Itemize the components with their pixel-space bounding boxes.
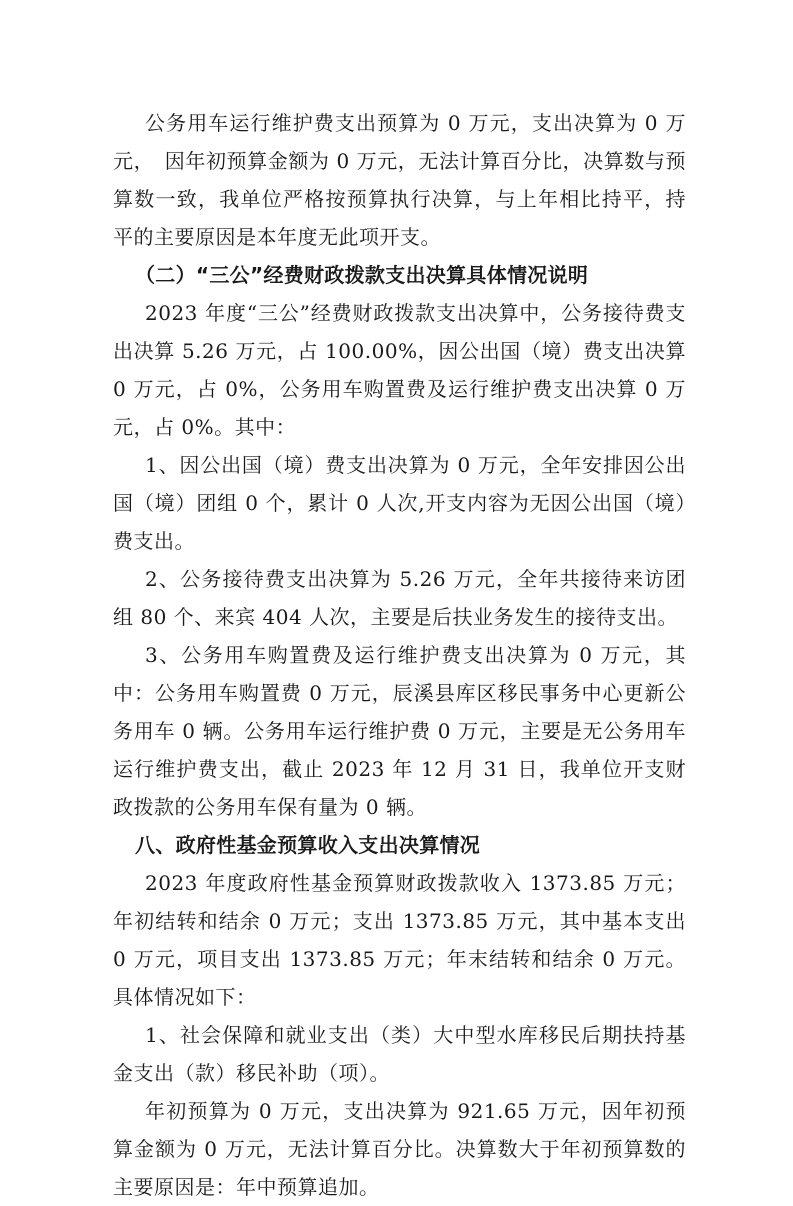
heading-three-public-expenses: （二）“三公”经费财政拨款支出决算具体情况说明 [135, 263, 589, 287]
paragraph-official-reception: 2、公务接待费支出决算为 5.26 万元，全年共接待来访团组 80 个、来宾 404 人次，主要是后扶业务发生的接待支出。 [113, 567, 686, 629]
paragraph-three-public-summary: 2023 年度“三公”经费财政拨款支出决算中，公务接待费支出决算 5.26 万元，占 100.00%，因公出国（境）费支出决算 0 万元，占 0%，公务用车购置费及运行维护费支出决算 0 万元，占 0%。其中： [113, 301, 686, 439]
paragraph-overseas-travel: 1、因公出国（境）费支出决算为 0 万元，全年安排因公出国（境）团组 0 个，累计 0 人次,开支内容为无因公出国（境）费支出。 [113, 453, 686, 553]
document-body [113, 104, 686, 1206]
paragraph-migrant-subsidy-detail: 年初预算为 0 万元，支出决算为 921.65 万元，因年初预算金额为 0 万元，无法计算百分比。决算数大于年初预算数的主要原因是：年中预算追加。 [113, 1099, 686, 1199]
paragraph-government-fund-summary: 2023 年度政府性基金预算财政拨款收入 1373.85 万元；年初结转和结余 0 万元；支出 1373.85 万元，其中基本支出 0 万元，项目支出 1373.85 万元；年末结转和结余 0 万元。具体情况如下： [113, 871, 686, 1009]
paragraph-vehicle-maintenance: 公务用车运行维护费支出预算为 0 万元，支出决算为 0 万元， 因年初预算金额为 0 万元，无法计算百分比，决算数与预算数一致，我单位严格按预算执行决算，与上年相比持平，持平的主要原因是本年度无此项开支。 [113, 111, 686, 249]
paragraph-migrant-subsidy-category: 1、社会保障和就业支出（类）大中型水库移民后期扶持基金支出（款）移民补助（项）。 [113, 1023, 686, 1085]
heading-government-fund: 八、政府性基金预算收入支出决算情况 [135, 833, 481, 857]
paragraph-official-vehicles: 3、公务用车购置费及运行维护费支出决算为 0 万元，其中：公务用车购置费 0 万元，辰溪县库区移民事务中心更新公务用车 0 辆。公务用车运行维护费 0 万元，主要是无公务用车运行维护费支出，截止 2023 年 12 月 31 日，我单位开支财政拨款的公务用车保有量为 0 辆。 [113, 643, 686, 819]
